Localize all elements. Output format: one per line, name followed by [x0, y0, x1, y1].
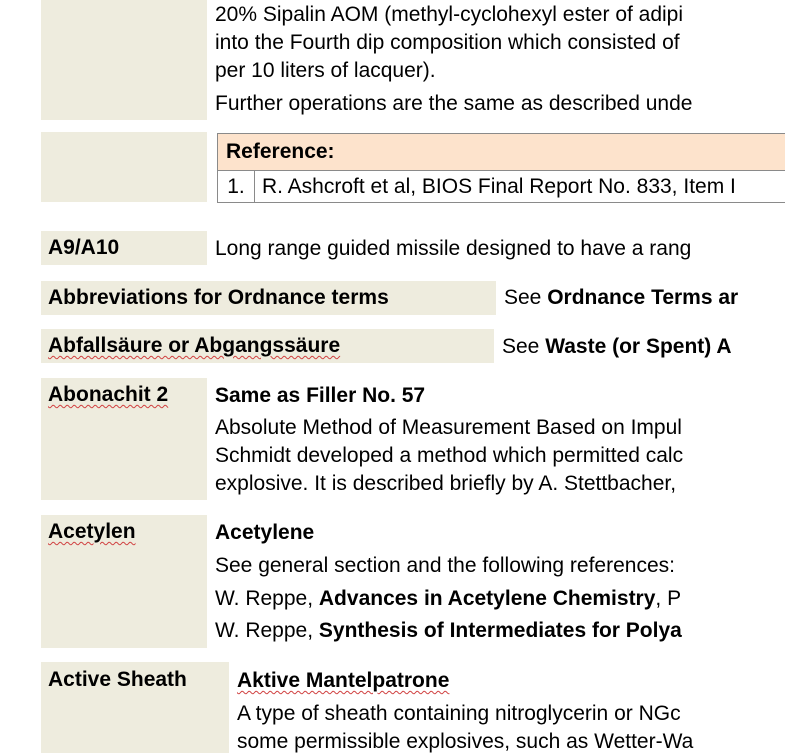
reference-number: 1. [218, 171, 255, 202]
definition-abbreviations [504, 284, 738, 312]
reference-table [217, 133, 785, 203]
term-abonachit [41, 378, 207, 500]
term-abfallsaure-text: Abfallsäure or Abgangssäure [48, 334, 341, 357]
author: W. Reppe, [215, 587, 319, 610]
continuation-line-2: into the Fourth dip composition which consisted of [215, 31, 680, 54]
abonachit-heading: Same as Filler No. 57 [215, 384, 426, 407]
active-sheath-heading [237, 667, 449, 695]
work-title: Advances in Acetylene Chemistry [318, 587, 656, 610]
term-a9-a10: A9/A10 [41, 231, 207, 265]
reference-term-cell [41, 132, 207, 202]
term-abonachit-text: Abonachit 2 [48, 383, 169, 406]
reference-heading: Reference: [218, 134, 785, 171]
continuation-line-3: per 10 liters of lacquer). [215, 59, 436, 82]
acetylen-ref-1 [215, 585, 681, 613]
acetylen-line-1: See general section and the following references: [215, 554, 675, 577]
acetylen-ref-2 [215, 617, 682, 645]
author: W. Reppe, [215, 619, 319, 642]
definition-abfallsaure [502, 333, 732, 361]
term-active-sheath: Active Sheath [41, 662, 229, 753]
abonachit-line-1: Absolute Method of Measurement Based on Impul [215, 416, 682, 439]
abonachit-line-3: explosive. It is described briefly by A. Stettbacher, [215, 472, 677, 495]
cross-reference-link[interactable]: Waste (or Spent) A [545, 335, 732, 358]
see-text: See [504, 286, 548, 309]
continuation-term-cell [41, 0, 207, 120]
active-sheath-line-1: A type of sheath containing nitroglycerin or NGc [237, 702, 681, 725]
acetylen-heading: Acetylene [215, 521, 315, 544]
reference-text: R. Ashcroft et al, BIOS Final Report No. 833, Item I [262, 175, 736, 198]
abonachit-line-2: Schmidt developed a method which permitted calc [215, 444, 684, 467]
term-acetylen [41, 515, 207, 648]
term-acetylen-text: Acetylen [48, 520, 136, 543]
continuation-line-1: 20% Sipalin AOM (methyl-cyclohexyl ester of adipi [215, 3, 684, 26]
see-text: See [502, 335, 546, 358]
active-sheath-heading-text: Aktive Mantelpatrone [237, 669, 450, 692]
ref-rest: , P [655, 587, 682, 610]
active-sheath-line-2: some permissible explosives, such as Wetter-Wa [237, 730, 694, 753]
term-abbreviations: Abbreviations for Ordnance terms [41, 281, 496, 315]
definition-a9-a10: Long range guided missile designed to have a rang [215, 237, 692, 260]
term-abfallsaure [41, 329, 494, 363]
work-title: Synthesis of Intermediates for Polya [318, 619, 682, 642]
continuation-line-4: Further operations are the same as described unde [215, 92, 693, 115]
cross-reference-link[interactable]: Ordnance Terms ar [547, 286, 739, 309]
